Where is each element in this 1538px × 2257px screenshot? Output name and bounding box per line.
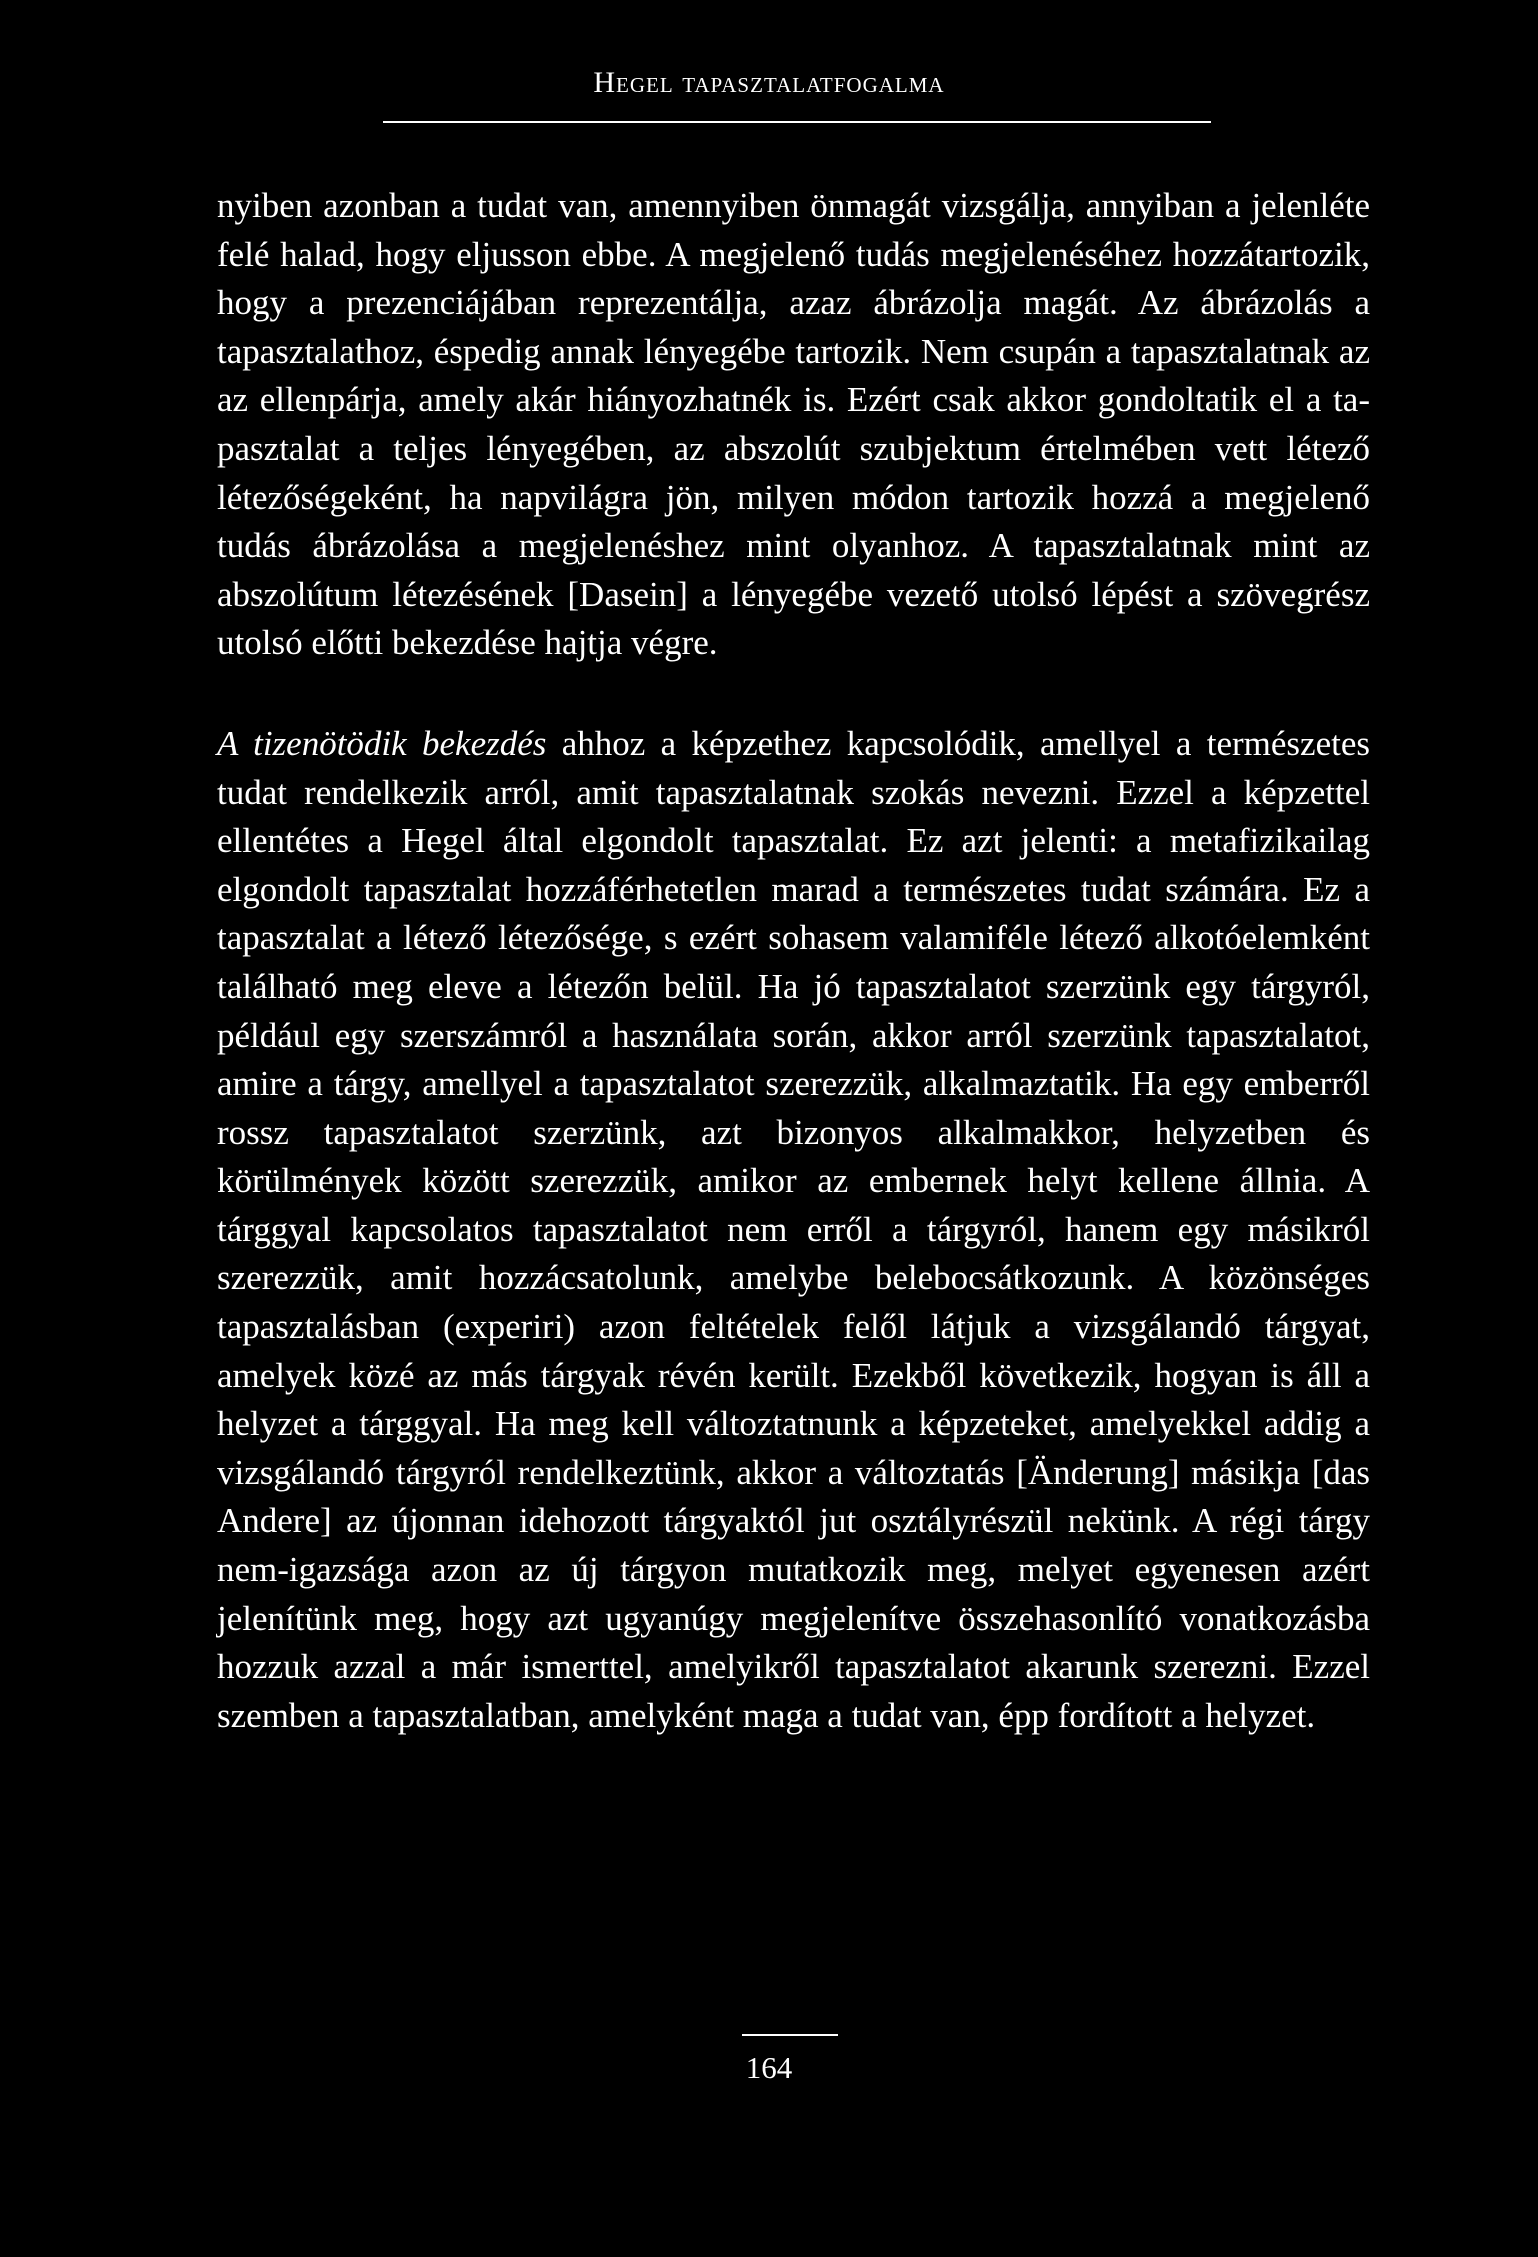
running-header: Hegel tapasztalatfogalma [593, 66, 945, 99]
paragraph-2 [217, 720, 1370, 1740]
paragraph-1-text: nyiben azonban a tudat van, amennyiben önmagát vizsgálja, annyiban a jelenléte felé halad, hogy eljusson ebbe. A megjelenő tudás megjelenéséhez hozzátartozik, hogy a prezenciájában reprezentálja, azaz ábrázolja magát. Az ábrázolás a tapasztalathoz, éspedig annak lényegébe tartozik. Nem csupán a tapasztalatnak az az ellenpárja, amely akár hiányozhatnék is. Ezért csak akkor gondoltatik el a tapasztalat a teljes lényegében, az abszolút szubjektum értelmében vett létező létezőségeként, ha napvilágra jön, milyen módon tartozik hozzá a megjelenő tudás ábrázolása a megjelenéshez mint olyanhoz. A tapasztalatnak mint az abszolútum létezésének [Dasein] a lényegébe vezető utolsó lépést a szövegrész utolsó előtti bekezdése hajtja végre. [217, 186, 1370, 663]
page-body [217, 182, 1370, 1740]
paragraph-1 [217, 182, 1370, 668]
paragraph-2-text: ahhoz a képzethez kapcsolódik, amellyel a természetes tudat rendelkezik arról, amit tapasztalatnak szokás nevezni. Ezzel a képzettel ellentétes a Hegel által elgondolt tapasztalat. Ez azt jelenti: a metafizikailag elgondolt tapasztalat hozzáférhetetlen marad a természetes tudat számára. Ez a tapasztalat a létező létezősége, s ezért sohasem valamiféle létező alkotóelemként található meg eleve a létezőn belül. Ha jó tapasztalatot szerzünk egy tárgyról, például egy szerszámról a használata során, akkor arról szerzünk tapasztalatot, amire a tárgy, amellyel a tapasztalatot szerezzük, alkalmaztatik. Ha egy emberről rossz tapasztalatot szerzünk, azt bizonyos alkalmakkor, helyzetben és körülmények között szerezzük, amikor az embernek helyt kellene állnia. A tárggyal kapcsolatos tapasztalatot nem erről a tárgyról, hanem egy másikról szerezzük, amit hozzácsatolunk, amelybe belebocsátkozunk. A közönséges tapasztalásban (experiri) azon feltételek felől látjuk a vizsgálandó tárgyat, amelyek közé az más tárgyak révén került. Ezekből következik, hogyan is áll a helyzet a tárggyal. Ha meg kell változtatnunk a képzeteket, amelyekkel addig a vizsgálandó tárgyról rendelkeztünk, akkor a változtatás [Änderung] másikja [das Andere] az újonnan idehozott tárgyaktól jut osztályrészül nekünk. A régi tárgy nem-igazsága azon az új tárgyon mutatkozik meg, melyet egyenesen azért jelenítünk meg, hogy azt ugyanúgy megjelenítve összehasonlító vonatkozásba hozzuk azzal a már ismerttel, amelyikről tapasztalatot akarunk szerezni. Ezzel szemben a tapasztalatban, amelyként maga a tudat van, épp fordított a helyzet. [217, 723, 1370, 1735]
paragraph-2-lead-italic: A tizenötödik bekezdés [217, 723, 547, 763]
header-rule [383, 121, 1211, 123]
page-number: 164 [745, 2050, 793, 2085]
footer-rule [742, 2034, 838, 2036]
